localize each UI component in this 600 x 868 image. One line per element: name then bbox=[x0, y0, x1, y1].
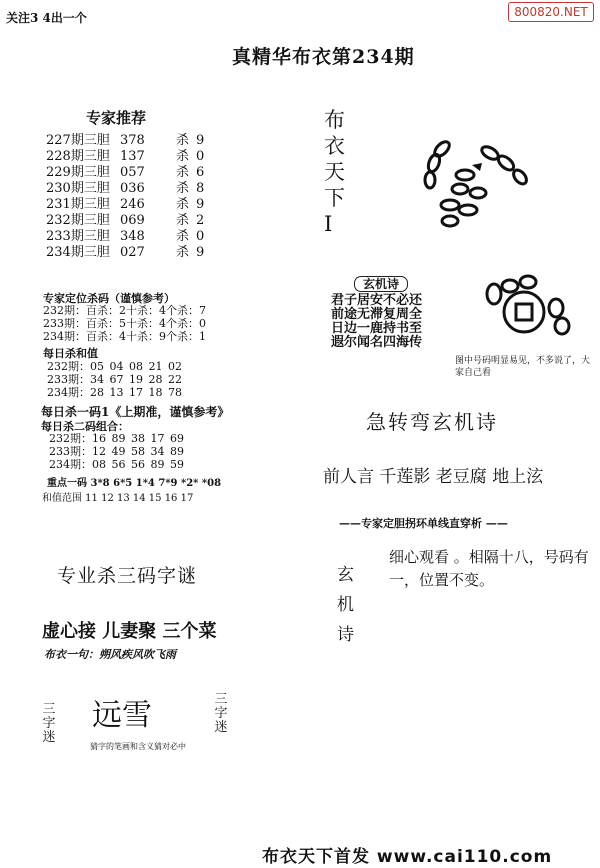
brand-vertical-title: 布衣天下I bbox=[324, 108, 345, 236]
list-item: 233期：百杀：5十杀：4个杀：0 bbox=[43, 317, 206, 330]
position-kill-list bbox=[43, 304, 206, 343]
pick-row: 229期三胆 057 杀 6 bbox=[46, 165, 205, 180]
pick-row: 233期三胆 348 杀 0 bbox=[46, 229, 205, 244]
riddle-label-left: 三字迷 bbox=[42, 702, 56, 745]
site-badge[interactable]: 800820.NET bbox=[508, 2, 594, 22]
poem-title: 玄机诗 bbox=[354, 276, 408, 292]
poem-line: 日边一鹿持书至 bbox=[331, 321, 423, 336]
pick-row: 230期三胆 036 杀 8 bbox=[46, 181, 205, 196]
two-code-title: 每日杀二码组合： bbox=[41, 420, 129, 433]
pick-row: 232期三胆 069 杀 2 bbox=[46, 213, 205, 228]
riddle-note: 猜字的笔画和含义猜对必中 bbox=[90, 742, 186, 751]
two-code-list bbox=[49, 432, 184, 471]
riddle-title: 专业杀三码字谜 bbox=[57, 565, 198, 587]
expert-picks-title: 专家推荐 bbox=[86, 109, 147, 127]
pick-row: 228期三胆 137 杀 0 bbox=[46, 149, 205, 164]
footer-site-link[interactable]: 布衣天下首发 www.cai110.com bbox=[262, 847, 553, 867]
list-item: 234期：28 13 17 18 78 bbox=[47, 386, 182, 399]
pick-row: 231期三胆 246 杀 9 bbox=[46, 197, 205, 212]
pick-row: 234期三胆 027 杀 9 bbox=[46, 245, 205, 260]
list-item: 234期：百杀：4十杀：9个杀：1 bbox=[43, 330, 206, 343]
focus-code-row: 重点一码 3*8 6*5 1*4 7*9 *2* *08 bbox=[47, 478, 222, 489]
poem-line: 遐尔闻名四海传 bbox=[331, 335, 423, 350]
expert-wear-line: ——专家定胆拐环单线直穿析 —— bbox=[339, 517, 508, 530]
page-title: 真精华布衣第234期 bbox=[232, 46, 415, 68]
poem-lines bbox=[331, 294, 443, 350]
list-item: 232期：05 04 08 21 02 bbox=[47, 360, 182, 373]
phrase-line: 前人言 千莲影 老豆腐 地上泫 bbox=[323, 467, 544, 487]
list-item: 232期：百杀：2十杀：4个杀：7 bbox=[43, 304, 206, 317]
mystery-poem-vertical: 玄机诗 bbox=[337, 565, 354, 645]
daily-kill-sum-title: 每日杀和值 bbox=[43, 347, 98, 360]
observe-text: 细心观看 。相隔十八，号码有一，位置不变。 bbox=[389, 548, 589, 589]
pick-row: 227期三胆 378 杀 9 bbox=[46, 133, 205, 148]
hint-text: 图中号码明显易见，不多说了，大家自己看 bbox=[455, 356, 591, 378]
list-item: 233期：12 49 58 34 89 bbox=[49, 445, 184, 458]
daily-kill-sum-list bbox=[47, 360, 182, 399]
list-item: 234期：08 56 56 89 59 bbox=[49, 458, 184, 471]
riddle-label-right: 三字迷 bbox=[214, 692, 228, 735]
sum-range-row: 和值范围 11 12 13 14 15 16 17 bbox=[42, 493, 194, 504]
poem-line: 前途无滞复周全 bbox=[331, 307, 423, 322]
poem-line: 君子居安不必还 bbox=[331, 293, 423, 308]
coin-chain-illustration bbox=[480, 272, 580, 352]
expert-picks-list bbox=[46, 133, 204, 261]
position-kill-title: 专家定位杀码（谨慎参考） bbox=[43, 292, 175, 305]
turn-poem-title: 急转弯玄机诗 bbox=[366, 410, 498, 434]
beads-chain-illustration bbox=[420, 135, 540, 230]
one-code-title: 每日杀一码1《上期准，谨慎参考》 bbox=[41, 405, 230, 419]
top-note: 关注3 4出一个 bbox=[6, 11, 87, 25]
riddle-line: 虚心接 儿妻聚 三个菜 bbox=[42, 621, 217, 642]
riddle-glyph: 远雪 bbox=[92, 698, 152, 733]
list-item: 232期：16 89 38 17 69 bbox=[49, 432, 184, 445]
list-item: 233期：34 67 19 28 22 bbox=[47, 373, 182, 386]
riddle-subline: 布衣一句：朔风疾风吹飞雨 bbox=[44, 648, 176, 661]
